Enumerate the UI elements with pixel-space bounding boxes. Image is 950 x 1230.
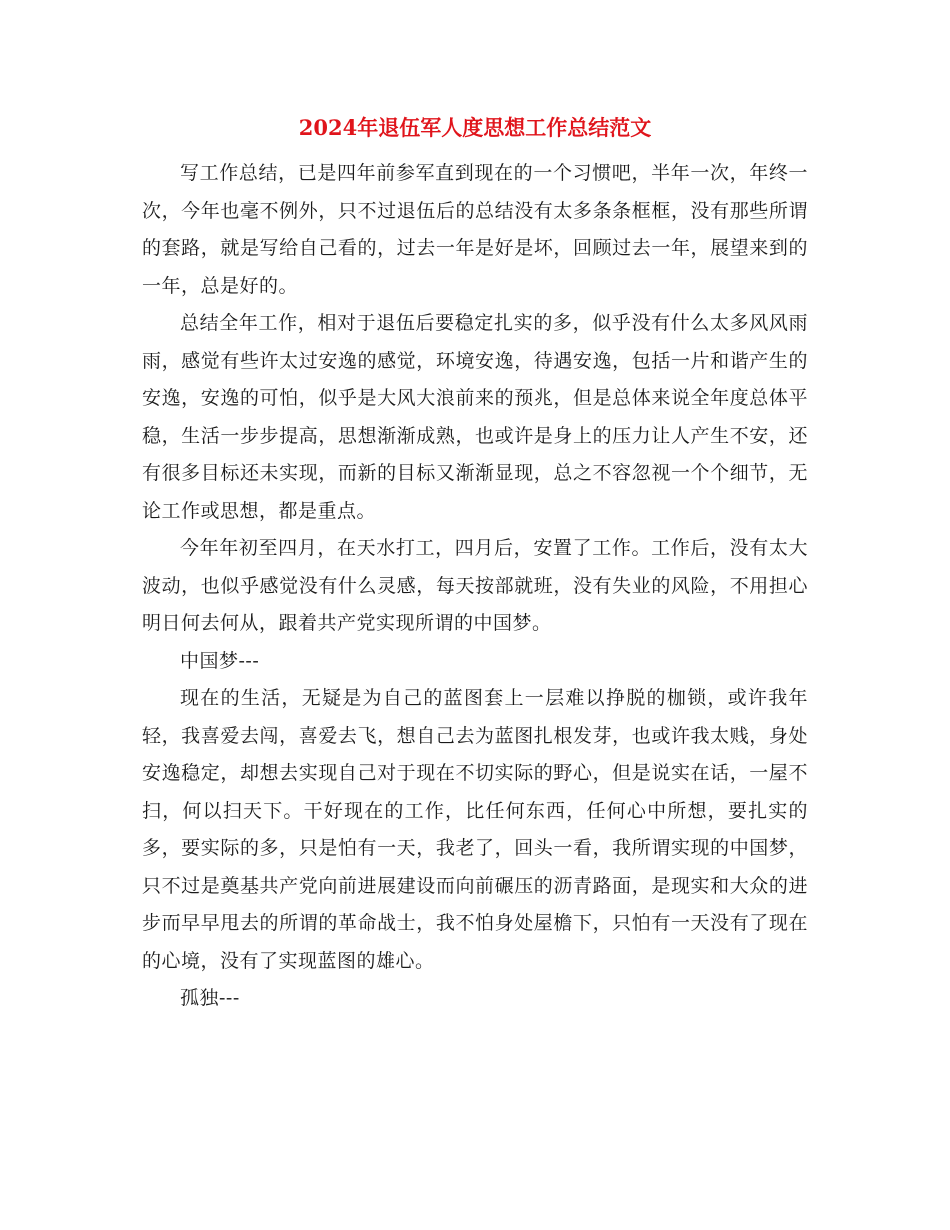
paragraph-intro: 写工作总结，已是四年前参军直到现在的一个习惯吧，半年一次，年终一次，今年也毫不例外，只不过退伍后的总结没有太多条条框框，没有那些所谓的套路，就是写给自己看的，过去一年是好是坏，回顾过去一年，展望来到的一年，总是好的。 <box>142 162 808 297</box>
paragraph-china-dream: 现在的生活，无疑是为自己的蓝图套上一层难以挣脱的枷锁，或许我年轻，我喜爱去闯，喜爱去飞，想自己去为蓝图扎根发芽，也或许我太贱，身处安逸稳定，却想去实现自己对于现在不切实际的野心，但是说实在话，一屋不扫，何以扫天下。干好现在的工作，比任何东西，任何心中所想，要扎实的多，要实际的多，只是怕有一天，我老了，回头一看，我所谓实现的中国梦，只不过是奠基共产党向前进展建设而向前碾压的沥青路面，是现实和大众的进步而早早甩去的所谓的革命战士，我不怕身处屋檐下，只怕有一天没有了现在的心境，没有了实现蓝图的雄心。 <box>142 687 808 972</box>
document-title: 2024年退伍军人度思想工作总结范文 <box>298 115 652 140</box>
paragraph-work-status: 今年年初至四月，在天水打工，四月后，安置了工作。工作后，没有太大波动，也似乎感觉没有什么灵感，每天按部就班，没有失业的风险，不用担心明日何去何从，跟着共产党实现所谓的中国梦。 <box>142 537 808 634</box>
section-heading-china-dream: 中国梦--- <box>180 649 260 672</box>
section-heading-loneliness: 孤独--- <box>180 987 240 1009</box>
document-body <box>142 155 808 1018</box>
paragraph-annual-summary: 总结全年工作，相对于退伍后要稳定扎实的多，似乎没有什么太多风风雨雨，感觉有些许太过安逸的感觉，环境安逸，待遇安逸，包括一片和谐产生的安逸，安逸的可怕，似乎是大风大浪前来的预兆，但是总体来说全年度总体平稳，生活一步步提高，思想渐渐成熟，也或许是身上的压力让人产生不安，还有很多目标还未实现，而新的目标又渐渐显现，总之不容忽视一个个细节，无论工作或思想，都是重点。 <box>142 312 808 522</box>
